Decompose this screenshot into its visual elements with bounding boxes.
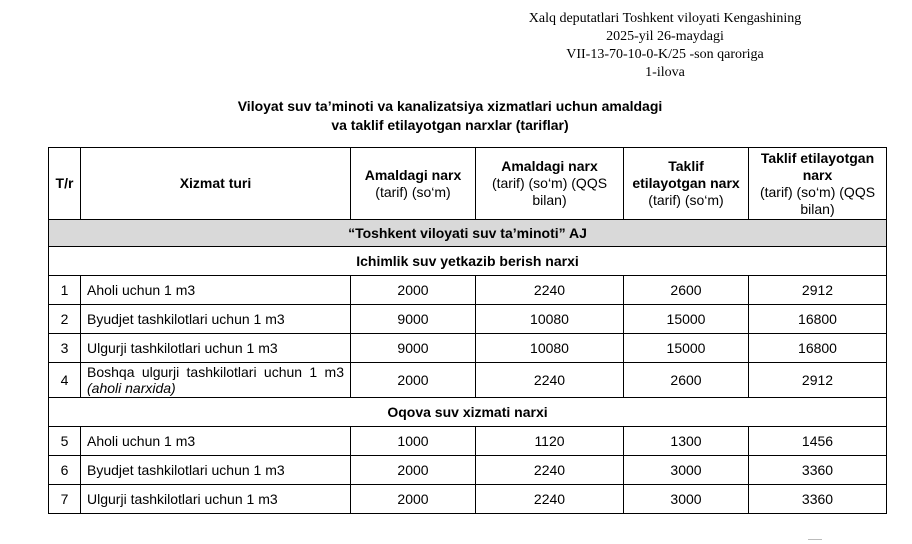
row-index: 2 (49, 305, 81, 334)
header-current-price: Amaldagi narx (tarif) (so‘m) (351, 148, 476, 220)
row-proposed-price: 2600 (624, 363, 749, 398)
row-service: Ulgurji tashkilotlari uchun 1 m3 (81, 334, 351, 363)
row-proposed-price-vat: 3360 (749, 485, 887, 514)
annex-header (500, 10, 830, 82)
row-current-price-vat: 2240 (476, 363, 624, 398)
row-index: 5 (49, 427, 81, 456)
row-current-price-vat: 1120 (476, 427, 624, 456)
row-service: Aholi uchun 1 m3 (81, 427, 351, 456)
row-index: 7 (49, 485, 81, 514)
subsection-row (49, 247, 887, 276)
row-index: 4 (49, 363, 81, 398)
section-row (49, 220, 887, 247)
row-proposed-price: 1300 (624, 427, 749, 456)
row-current-price-vat: 2240 (476, 485, 624, 514)
row-index: 3 (49, 334, 81, 363)
row-service: Ulgurji tashkilotlari uchun 1 m3 (81, 485, 351, 514)
row-proposed-price: 15000 (624, 305, 749, 334)
row-proposed-price: 15000 (624, 334, 749, 363)
row-current-price-vat: 10080 (476, 305, 624, 334)
table-row (49, 276, 887, 305)
annex-line-decision: VII-13-70-10-0-K/25 -son qaroriga (566, 47, 764, 62)
row-proposed-price-vat: 16800 (749, 334, 887, 363)
row-current-price-vat: 2240 (476, 456, 624, 485)
row-proposed-price-vat: 16800 (749, 305, 887, 334)
row-proposed-price-vat: 2912 (749, 276, 887, 305)
document-title (130, 97, 770, 135)
title-line-2: va taklif etilayotgan narxlar (tariflar) (331, 117, 569, 133)
row-current-price: 2000 (351, 363, 476, 398)
table-row (49, 363, 887, 398)
row-service: Boshqa ulgurji tashkilotlari uchun 1 m3 (aholi narxida) (81, 363, 351, 398)
header-proposed-price-vat: Taklif etilayotgan narx (tarif) (so‘m) (QQS bilan) (749, 148, 887, 220)
row-service: Aholi uchun 1 m3 (81, 276, 351, 305)
subsection-row (49, 398, 887, 427)
tariff-table (48, 147, 887, 514)
annex-line-council: Xalq deputatlari Toshkent viloyati Kengashining (528, 11, 802, 26)
section-title: “Toshkent viloyati suv ta’minoti” AJ (49, 220, 887, 247)
row-proposed-price: 2600 (624, 276, 749, 305)
row-current-price: 2000 (351, 276, 476, 305)
row-current-price: 2000 (351, 485, 476, 514)
row-current-price: 2000 (351, 456, 476, 485)
table-header-row (49, 148, 887, 220)
title-line-1: Viloyat suv ta’minoti va kanalizatsiya xizmatlari uchun amaldagi (237, 98, 663, 114)
table-row (49, 427, 887, 456)
row-proposed-price: 3000 (624, 456, 749, 485)
row-current-price-vat: 10080 (476, 334, 624, 363)
row-service: Byudjet tashkilotlari uchun 1 m3 (81, 456, 351, 485)
row-index: 1 (49, 276, 81, 305)
subsection-wastewater: Oqova suv xizmati narxi (49, 398, 887, 427)
header-service-type: Xizmat turi (81, 148, 351, 220)
row-current-price-vat: 2240 (476, 276, 624, 305)
row-proposed-price-vat: 2912 (749, 363, 887, 398)
header-current-price-vat: Amaldagi narx (tarif) (so‘m) (QQS bilan) (476, 148, 624, 220)
header-index: T/r (49, 148, 81, 220)
table-row (49, 334, 887, 363)
header-proposed-price: Taklif etilayotgan narx (tarif) (so‘m) (624, 148, 749, 220)
annex-line-number: 1-ilova (645, 65, 685, 80)
row-current-price: 9000 (351, 334, 476, 363)
annex-line-date: 2025-yil 26-maydagi (606, 29, 724, 44)
subsection-drinking-water: Ichimlik suv yetkazib berish narxi (49, 247, 887, 276)
row-proposed-price: 3000 (624, 485, 749, 514)
table-row (49, 456, 887, 485)
table-row (49, 485, 887, 514)
row-proposed-price-vat: 3360 (749, 456, 887, 485)
row-service: Byudjet tashkilotlari uchun 1 m3 (81, 305, 351, 334)
row-current-price: 9000 (351, 305, 476, 334)
table-row (49, 305, 887, 334)
row-index: 6 (49, 456, 81, 485)
row-proposed-price-vat: 1456 (749, 427, 887, 456)
row-current-price: 1000 (351, 427, 476, 456)
